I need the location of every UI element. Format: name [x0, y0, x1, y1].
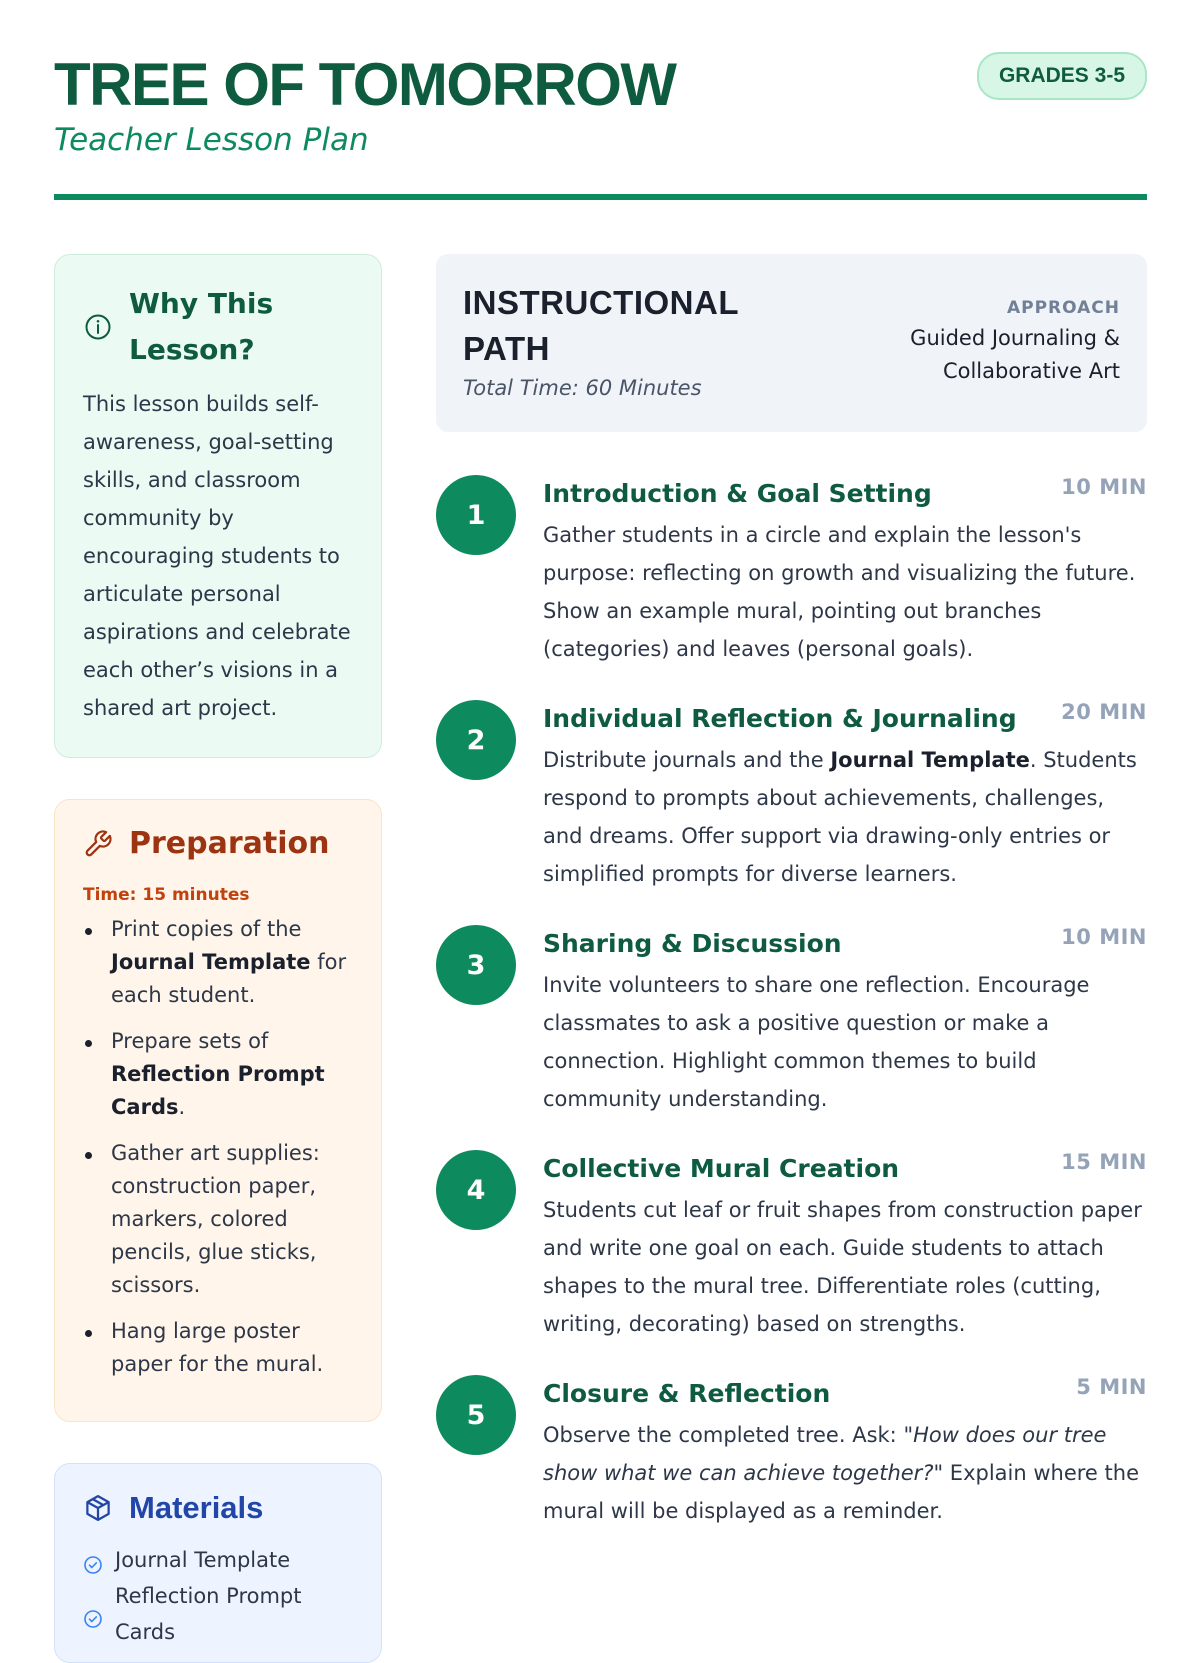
- step-number-badge: 4: [436, 1150, 516, 1230]
- step-number-badge: 2: [436, 700, 516, 780]
- list-item: Hang large poster paper for the mural.: [83, 1315, 353, 1381]
- step-duration: 15 MIN: [1061, 1150, 1147, 1174]
- page-subtitle: Teacher Lesson Plan: [54, 122, 369, 158]
- preparation-time: Time: 15 minutes: [83, 885, 250, 905]
- step-duration: 10 MIN: [1061, 475, 1147, 499]
- list-item: Gather art supplies: construction paper, markers, colored pencils, glue sticks, scissors.: [83, 1137, 353, 1302]
- step-number-badge: 3: [436, 925, 516, 1005]
- why-lesson-title: Why This Lesson?: [129, 287, 274, 366]
- approach-value: Guided Journaling & Collaborative Art: [910, 326, 1120, 383]
- why-lesson-text: This lesson builds self-awareness, goal-setting skills, and classroom community by encouraging students to articulate personal aspirations and celebrate each other’s visions in a shared art project.: [83, 392, 351, 720]
- step-description: Observe the completed tree. Ask: "How does our tree show what we can achieve together?" Explain where the mural will be displayed as a reminder.: [543, 1423, 1139, 1523]
- list-item: Journal Template: [83, 1542, 353, 1578]
- step-number-badge: 5: [436, 1375, 516, 1455]
- check-circle-icon: [83, 1550, 103, 1570]
- materials-title: Materials: [129, 1490, 264, 1525]
- materials-card: [54, 1463, 382, 1663]
- grade-badge: GRADES 3-5: [977, 52, 1147, 100]
- step-title: Collective Mural Creation: [543, 1154, 900, 1183]
- wrench-icon: [83, 829, 113, 859]
- path-title: INSTRUCTIONAL PATH: [463, 284, 739, 367]
- list-item: Reflection Prompt Cards: [83, 1578, 353, 1650]
- package-icon: [83, 1493, 113, 1523]
- step-duration: 10 MIN: [1061, 925, 1147, 949]
- step-description: Students cut leaf or fruit shapes from construction paper and write one goal on each. Guide students to attach shapes to the mural tree. Differentiate roles (cutting, writing, decorating) based on strengths.: [543, 1198, 1142, 1336]
- why-lesson-card: [54, 254, 382, 758]
- page-title: TREE OF TOMORROW: [54, 51, 676, 118]
- step-title: Closure & Reflection: [543, 1379, 831, 1408]
- info-circle-icon: [83, 312, 113, 342]
- header-divider: [54, 194, 1147, 200]
- preparation-card: [54, 799, 382, 1422]
- step-duration: 5 MIN: [1076, 1375, 1147, 1399]
- instructional-path-header: [436, 254, 1147, 432]
- list-item: Print copies of the Journal Template for each student.: [83, 913, 353, 1012]
- path-total-time: Total Time: 60 Minutes: [463, 376, 702, 400]
- page-header: [54, 50, 1147, 158]
- step-description: Distribute journals and the Journal Template. Students respond to prompts about achievements, challenges, and dreams. Offer support via drawing-only entries or simplified prompts for diverse learners.: [543, 748, 1137, 886]
- preparation-title: Preparation: [129, 826, 330, 861]
- materials-list: [83, 1542, 353, 1650]
- step-title: Individual Reflection & Journaling: [543, 704, 1017, 733]
- preparation-list: [83, 913, 353, 1381]
- step-description: Gather students in a circle and explain the lesson's purpose: reflecting on growth and visualizing the future. Show an example mural, pointing out branches (categories) and leaves (personal goals).: [543, 523, 1136, 661]
- step-number-badge: 1: [436, 475, 516, 555]
- step-title: Sharing & Discussion: [543, 929, 842, 958]
- list-item: Prepare sets of Reflection Prompt Cards.: [83, 1025, 353, 1124]
- approach-label: APPROACH: [1006, 298, 1120, 318]
- step-title: Introduction & Goal Setting: [543, 479, 932, 508]
- step-duration: 20 MIN: [1061, 700, 1147, 724]
- check-circle-icon: [83, 1604, 103, 1624]
- step-description: Invite volunteers to share one reflection. Encourage classmates to ask a positive question or make a connection. Highlight common themes to build community understanding.: [543, 973, 1090, 1111]
- approach-block: [880, 298, 1120, 388]
